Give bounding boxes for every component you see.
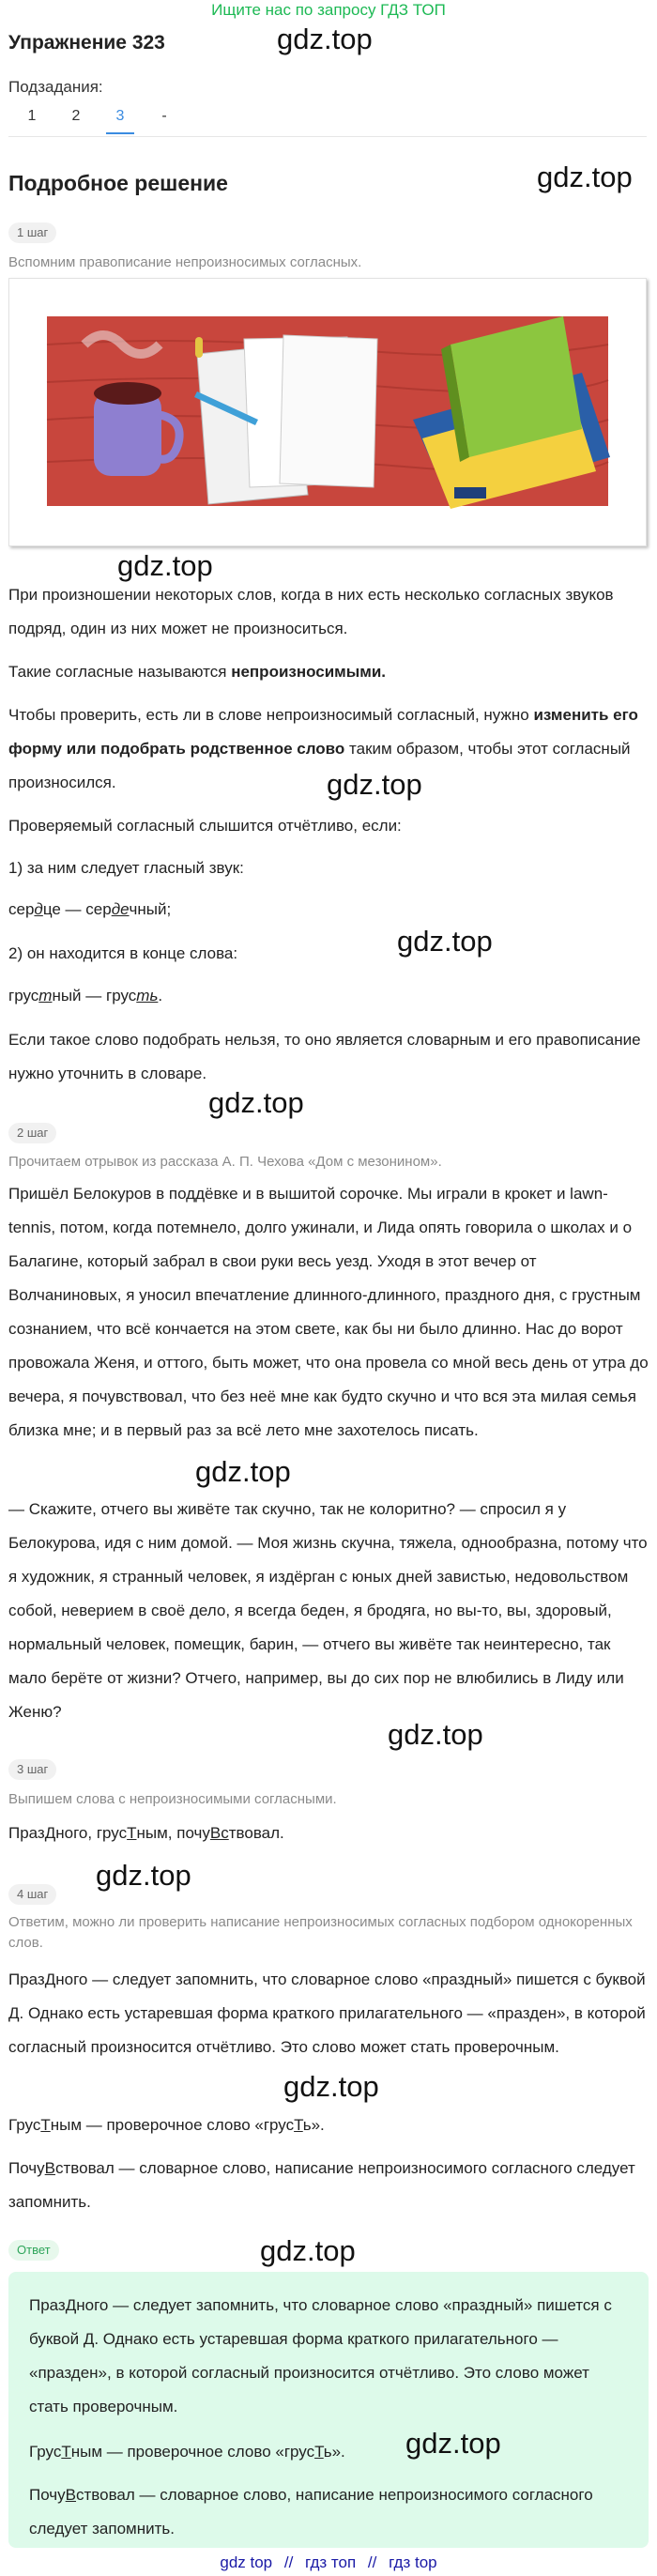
step-badge: 4 шаг <box>8 1884 56 1905</box>
answer-paragraph: ПразДного — следует запомнить, что словарное слово «праздный» пишется с буквой Д. Однако есть устаревшая форма краткого прилагательного — «празден», в которой согласный произносится отчётливо. Это слово может стать проверочным. <box>29 2296 612 2415</box>
page-title: Упражнение 323 <box>8 32 165 54</box>
footer-link[interactable]: gdz top <box>220 2553 273 2571</box>
paragraph: Проверяемый согласный слышится отчётливо, если: <box>8 817 402 835</box>
watermark: gdz.top <box>208 1086 304 1119</box>
watermark: gdz.top <box>537 161 633 193</box>
watermark: gdz.top <box>260 2234 356 2267</box>
paragraph: При произношении некоторых слов, когда в них есть несколько согласных звуков подряд, один из них может не произноситься. <box>8 586 614 637</box>
desk-illustration-icon <box>9 279 646 545</box>
paragraph: Чтобы проверить, есть ли в слове непроизносимый согласный, нужно изменить его форму или подобрать родственное слово таким образом, чтобы этот согласный произносился. <box>8 706 638 791</box>
watermark: gdz.top <box>117 549 213 582</box>
tab-1[interactable]: 1 <box>27 108 37 124</box>
answer-paragraph: ГрусТным — проверочное слово «грусТь». <box>29 2443 345 2461</box>
tab-3[interactable]: 3 <box>106 108 134 134</box>
answer-badge: Ответ <box>8 2240 59 2261</box>
example-line: грустный — грусть. <box>8 987 163 1004</box>
paragraph: ПразДного — следует запомнить, что словарное слово «праздный» пишется с буквой Д. Однако есть устаревшая форма краткого прилагательного — «празден», в которой согласный произносится отчётливо. Это слово может стать проверочным. <box>8 1970 646 2056</box>
watermark: gdz.top <box>388 1718 483 1751</box>
subtasks-tabs <box>8 104 647 137</box>
subtasks-label: Подзадания: <box>8 78 103 96</box>
step-hint: Прочитаем отрывок из рассказа А. П. Чехова «Дом с мезонином». <box>8 1154 442 1170</box>
footer-separator: // <box>283 2553 294 2571</box>
paragraph: ПочуВствовал — словарное слово, написание непроизносимого согласного следует запомнить. <box>8 2159 635 2211</box>
paragraph: Такие согласные называются непроизносимыми. <box>8 663 387 681</box>
watermark: gdz.top <box>283 2070 379 2103</box>
footer-link[interactable]: гдз топ <box>305 2553 357 2571</box>
paragraph: ГрусТным — проверочное слово «грусТь». <box>8 2116 325 2134</box>
step-badge: 2 шаг <box>8 1123 56 1143</box>
watermark: gdz.top <box>195 1455 291 1488</box>
paragraph: Если такое слово подобрать нельзя, то оно является словарным и его правописание нужно уточнить в словаре. <box>8 1031 641 1082</box>
paragraph: 2) он находится в конце слова: <box>8 944 238 962</box>
tab-2[interactable]: 2 <box>71 108 81 124</box>
illustration <box>8 278 647 546</box>
watermark: gdz.top <box>397 925 493 958</box>
words-line: ПразДного, грусТным, почуВствовал. <box>8 1824 284 1842</box>
watermark: gdz.top <box>96 1859 191 1892</box>
solution-heading: Подробное решение <box>8 171 228 195</box>
excerpt-paragraph: — Скажите, отчего вы живёте так скучно, так не колоритно? — спросил я у Белокурова, идя с ним домой. — Моя жизнь скучна, тяжела, однообразна, потому что я художник, я странный человек, я издёрган с юных дней завистью, недовольством собой, неверием в своё дело, я всегда беден, я бродяга, но вы-то, вы, здоровый, нормальный человек, помещик, барин, — отчего вы живёте так неинтересно, так мало берёте от жизни? Отчего, например, вы до сих пор не влюбились в Лиду или Женю? <box>8 1500 648 1721</box>
answer-paragraph: ПочуВствовал — словарное слово, написание непроизносимого согласного следует запомнить. <box>29 2486 593 2538</box>
watermark: gdz.top <box>277 23 373 55</box>
footer-separator: // <box>367 2553 377 2571</box>
step-hint: Вспомним правописание непроизносимых согласных. <box>8 254 362 270</box>
example-line: сердце — сердечный; <box>8 900 172 918</box>
footer-link[interactable]: гдз top <box>389 2553 437 2571</box>
step-badge: 3 шаг <box>8 1759 56 1780</box>
step-badge: 1 шаг <box>8 222 56 243</box>
promo-banner: Ищите нас по запросу ГДЗ ТОП <box>211 1 446 19</box>
watermark: gdz.top <box>327 768 422 801</box>
excerpt-paragraph: Пришёл Белокуров в поддёвке и в вышитой сорочке. Мы играли в крокет и lawn-tennis, потом, когда потемнело, долго ужинали, и Лида опять говорила о школах и о Балагине, который забрал в свои руки весь уезд. Уходя в этот вечер от Волчаниновых, я уносил впечатление длинного-длинного, праздного дня, с грустным сознанием, что всё кончается на этом свете, как бы ни было длинно. Нас до ворот провожала Женя, и оттого, быть может, что она провела со мной весь день от утра до вечера, я почувствовал, что без неё мне как будто скучно и что вся эта милая семья близка мне; и в первый раз за всё лето мне захотелось писать. <box>8 1185 649 1439</box>
step-hint: Выпишем слова с непроизносимыми согласными. <box>8 1791 337 1807</box>
answer-box <box>8 2272 649 2548</box>
watermark: gdz.top <box>405 2427 501 2460</box>
step-hint: Ответим, можно ли проверить написание непроизносимых согласных подбором однокоренных слов. <box>8 1914 633 1951</box>
tab-dash[interactable]: - <box>161 108 167 124</box>
footer-links <box>0 2553 657 2572</box>
paragraph: 1) за ним следует гласный звук: <box>8 859 244 877</box>
